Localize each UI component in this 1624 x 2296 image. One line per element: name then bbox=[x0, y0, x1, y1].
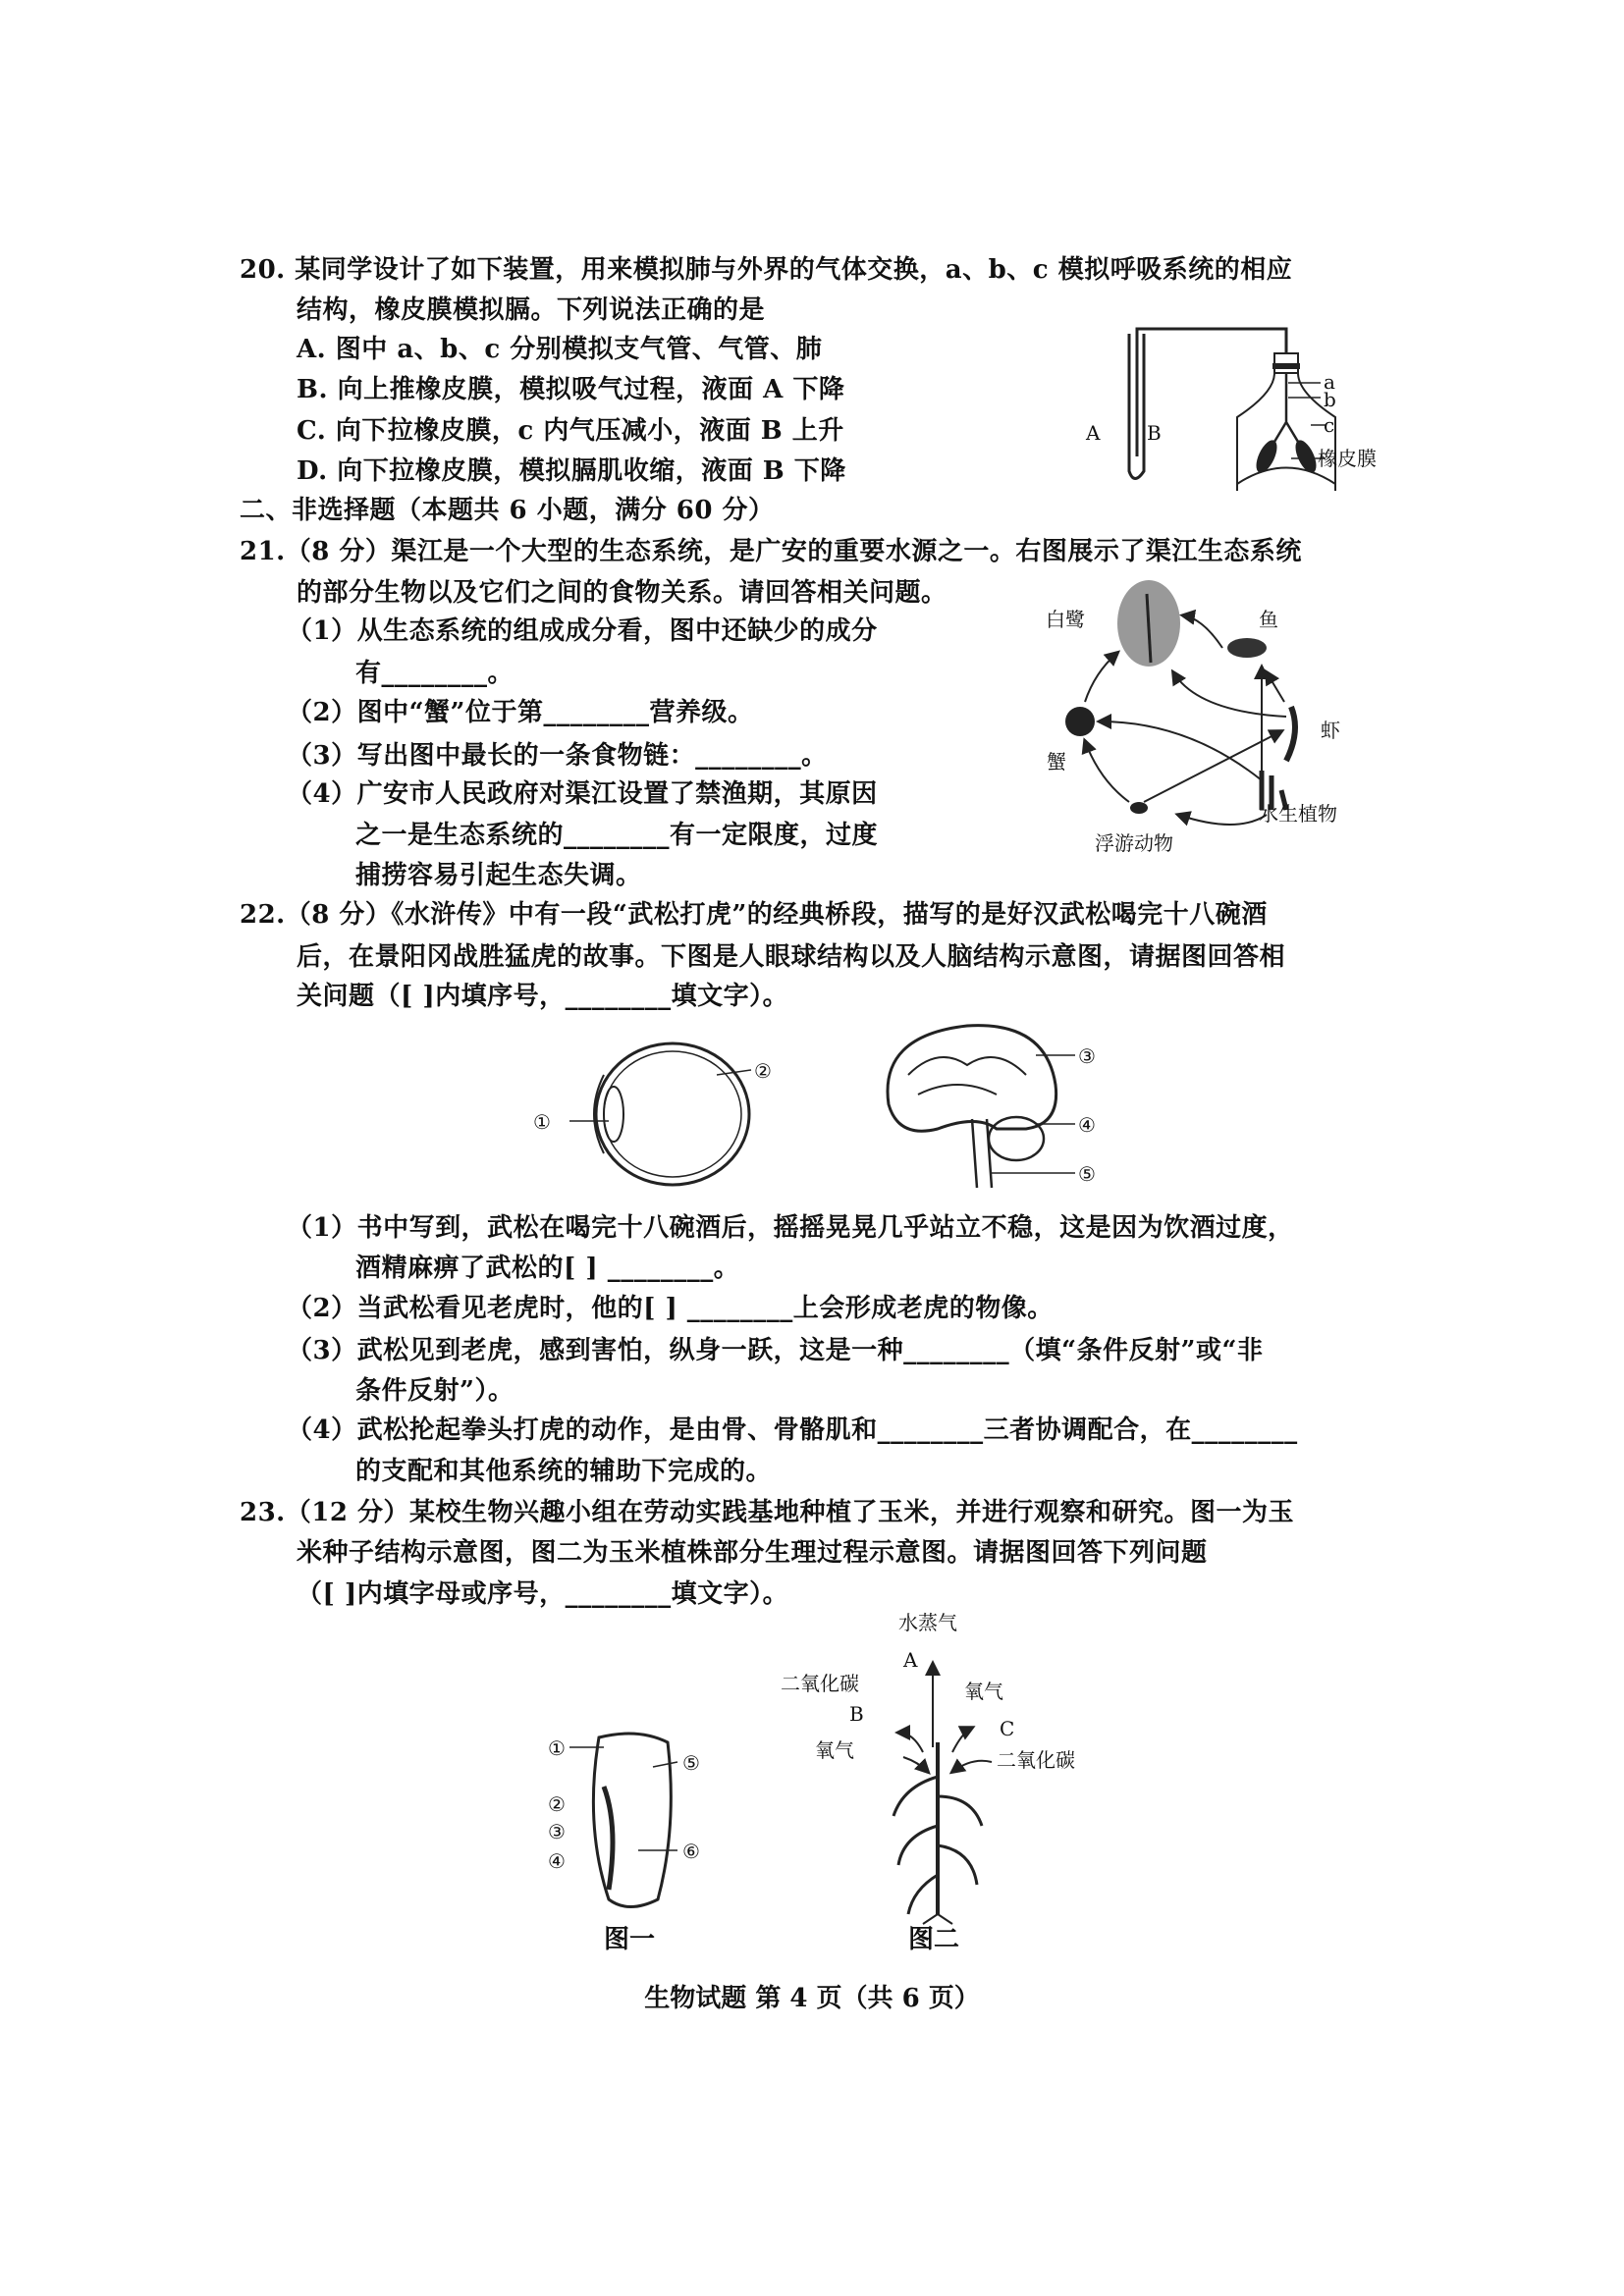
q21-line: 有________。 bbox=[355, 659, 514, 688]
corn-seed-figure bbox=[579, 1728, 687, 1914]
q20-option-c: C. 向下拉橡皮膜，c 内气压减小，液面 B 上升 bbox=[297, 416, 844, 446]
brain-figure bbox=[879, 1016, 1075, 1193]
seed-label-4: ④ bbox=[548, 1849, 566, 1873]
q23-stem-cont: （[ ]内填字母或序号，________填文字）。 bbox=[297, 1579, 789, 1609]
label-process-B: B bbox=[849, 1702, 864, 1726]
seed-label-5: ⑤ bbox=[682, 1751, 700, 1775]
q22-line: 的支配和其他系统的辅助下完成的。 bbox=[355, 1457, 773, 1486]
q20-stem-cont: 结构，橡皮膜模拟膈。下列说法正确的是 bbox=[297, 295, 766, 325]
label-water-vapor: 水蒸气 bbox=[898, 1611, 957, 1634]
page-footer: 生物试题 第 4 页（共 6 页） bbox=[644, 1984, 980, 2013]
label-aquatic-plant: 水生植物 bbox=[1259, 802, 1337, 826]
q20-option-b: B. 向上推橡皮膜，模拟吸气过程，液面 A 下降 bbox=[297, 375, 845, 404]
q21-stem-cont: 的部分生物以及它们之间的食物关系。请回答相关问题。 bbox=[297, 578, 947, 608]
q20-option-d: D. 向下拉橡皮膜，模拟膈肌收缩，液面 B 下降 bbox=[297, 456, 846, 486]
q22-line: （3）武松见到老虎，感到害怕，纵身一跃，这是一种________（填“条件反射”或“非 bbox=[287, 1336, 1264, 1365]
eye-label-2: ② bbox=[754, 1059, 772, 1083]
eyeball-figure bbox=[579, 1036, 756, 1193]
label-shrimp: 虾 bbox=[1321, 719, 1340, 742]
label-crab: 蟹 bbox=[1047, 750, 1066, 774]
q21-line: 之一是生态系统的________有一定限度，过度 bbox=[355, 821, 879, 850]
label-a: a bbox=[1324, 370, 1335, 394]
q22-stem-cont: 关问题（[ ]内填序号，________填文字）。 bbox=[297, 982, 789, 1011]
figure-1-caption: 图一 bbox=[604, 1925, 656, 1954]
label-B: B bbox=[1147, 421, 1162, 445]
q21-line: （2）图中“蟹”位于第________营养级。 bbox=[287, 698, 754, 727]
label-b: b bbox=[1324, 388, 1336, 411]
q22-line: （4）武松抡起拳头打虎的动作，是由骨、骨骼肌和________三者协调配合，在________ bbox=[287, 1415, 1298, 1445]
label-process-C: C bbox=[1000, 1717, 1015, 1740]
section-heading: 二、非选择题（本题共 6 小题，满分 60 分） bbox=[240, 496, 775, 525]
label-fish: 鱼 bbox=[1259, 608, 1278, 631]
q21-line: 捕捞容易引起生态失调。 bbox=[355, 861, 642, 890]
corn-plant-figure bbox=[864, 1649, 1041, 1924]
label-o2-right: 氧气 bbox=[964, 1680, 1003, 1703]
brain-label-4: ④ bbox=[1078, 1113, 1096, 1137]
q21-line: （4）广安市人民政府对渠江设置了禁渔期，其原因 bbox=[287, 779, 878, 809]
q22-line: 条件反射”）。 bbox=[355, 1376, 514, 1406]
q21-line: （3）写出图中最长的一条食物链：________。 bbox=[287, 741, 828, 771]
q23-stem-cont: 米种子结构示意图，图二为玉米植株部分生理过程示意图。请据图回答下列问题 bbox=[297, 1538, 1208, 1568]
label-process-A: A bbox=[903, 1648, 918, 1672]
seed-label-2: ② bbox=[548, 1792, 566, 1816]
seed-label-3: ③ bbox=[548, 1820, 566, 1843]
label-membrane: 橡皮膜 bbox=[1318, 447, 1377, 470]
figure-2-caption: 图二 bbox=[908, 1925, 960, 1954]
eye-label-1: ① bbox=[533, 1110, 551, 1134]
q21-stem: 21.（8 分）渠江是一个大型的生态系统，是广安的重要水源之一。右图展示了渠江生态系统 bbox=[240, 537, 1302, 566]
q22-line: （1）书中写到，武松在喝完十八碗酒后，摇摇晃晃几乎站立不稳，这是因为饮酒过度， bbox=[287, 1213, 1294, 1243]
q20-stem: 20. 某同学设计了如下装置，用来模拟肺与外界的气体交换，a、b、c 模拟呼吸系统的相应 bbox=[240, 255, 1293, 285]
brain-label-5: ⑤ bbox=[1078, 1162, 1096, 1186]
q21-line: （1）从生态系统的组成成分看，图中还缺少的成分 bbox=[287, 616, 878, 646]
q22-line: 酒精麻痹了武松的[ ] ________。 bbox=[355, 1254, 740, 1283]
q22-stem: 22.（8 分）《水浒传》中有一段“武松打虎”的经典桥段，描写的是好汉武松喝完十八碗酒 bbox=[240, 900, 1268, 930]
q22-stem-cont: 后，在景阳冈战胜猛虎的故事。下图是人眼球结构以及人脑结构示意图，请据图回答相 bbox=[297, 942, 1286, 972]
q22-line: （2）当武松看见老虎时，他的[ ] ________上会形成老虎的物像。 bbox=[287, 1294, 1054, 1323]
label-c: c bbox=[1324, 413, 1335, 437]
bell-jar-figure bbox=[1090, 309, 1345, 491]
brain-label-3: ③ bbox=[1078, 1044, 1096, 1068]
label-o2-left: 氧气 bbox=[815, 1738, 854, 1762]
seed-label-1: ① bbox=[548, 1736, 566, 1760]
label-egret: 白鹭 bbox=[1046, 608, 1085, 631]
q23-stem: 23.（12 分）某校生物兴趣小组在劳动实践基地种植了玉米，并进行观察和研究。图一为玉 bbox=[240, 1498, 1294, 1527]
seed-label-6: ⑥ bbox=[682, 1840, 700, 1863]
label-co2-left: 二氧化碳 bbox=[781, 1672, 859, 1695]
q20-option-a: A. 图中 a、b、c 分别模拟支气管、气管、肺 bbox=[297, 335, 823, 364]
label-plankton: 浮游动物 bbox=[1095, 831, 1173, 855]
label-A: A bbox=[1086, 421, 1101, 445]
label-co2-right: 二氧化碳 bbox=[997, 1748, 1075, 1772]
